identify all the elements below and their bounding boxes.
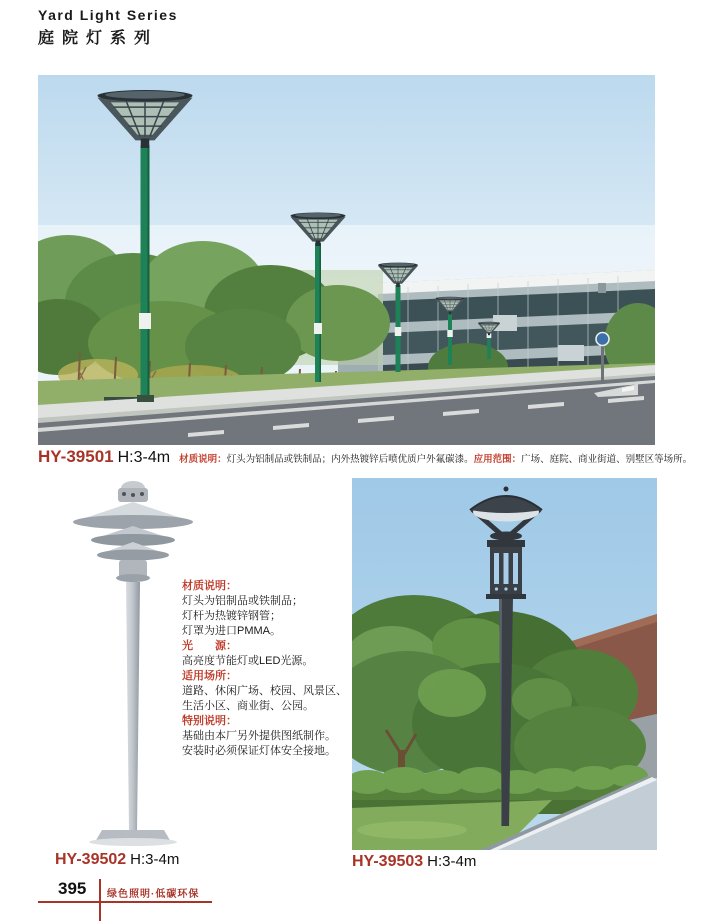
product-1-code: HY-39501 bbox=[38, 447, 114, 466]
lamp-pole bbox=[89, 582, 177, 846]
product-1-size: H:3-4m bbox=[117, 449, 171, 466]
spec-line: 灯头为铝制品或铁制品； bbox=[182, 595, 303, 607]
product-3-label bbox=[352, 853, 476, 871]
footer-slogan: 绿色照明·低碳环保 bbox=[107, 889, 200, 900]
product-2-code: HY-39502 bbox=[55, 851, 127, 868]
scope-label: 应用范围： bbox=[473, 454, 522, 465]
product-3-code: HY-39503 bbox=[352, 853, 424, 870]
spec-line: 高亮度节能灯或LED光源。 bbox=[182, 655, 314, 667]
spec-light-label: 光 源： bbox=[182, 640, 237, 652]
spec-line: 灯罩为进口PMMA。 bbox=[182, 625, 281, 637]
page-title-en: Yard Light Series bbox=[38, 7, 178, 23]
product-1-description bbox=[179, 454, 692, 465]
product-2-label bbox=[55, 851, 179, 869]
spec-line: 生活小区、商业街、公园。 bbox=[182, 700, 314, 712]
spec-line: 道路、休闲广场、校园、风景区、 bbox=[182, 685, 347, 697]
footer-rule-right bbox=[99, 901, 212, 903]
product-3-size: H:3-4m bbox=[427, 853, 477, 870]
lamp-cage bbox=[486, 540, 526, 599]
footer-rule-left bbox=[38, 901, 99, 903]
page-title-zh: 庭院灯系列 bbox=[38, 30, 159, 47]
main-photo bbox=[38, 75, 655, 445]
scope-text: 广场、庭院、商业街道、别墅区等场所。 bbox=[521, 454, 693, 465]
spec-line: 安装时必须保证灯体安全接地。 bbox=[182, 745, 336, 757]
material-text: 灯头为铝制品或铁制品；内外热镀锌后喷优质户外氟碳漆。 bbox=[226, 454, 474, 465]
spec-block bbox=[182, 579, 352, 759]
spec-line: 基础由本厂另外提供图纸制作。 bbox=[182, 730, 336, 742]
product-1-info-line bbox=[38, 447, 706, 467]
material-label: 材质说明： bbox=[179, 454, 227, 465]
dark-lamp-illustration bbox=[352, 478, 657, 850]
lamp-head-tiered bbox=[73, 481, 193, 582]
spec-line: 灯杆为热镀锌钢管； bbox=[182, 610, 281, 622]
spec-usage-label: 适用场所： bbox=[182, 670, 237, 682]
spec-material-label: 材质说明： bbox=[182, 580, 237, 592]
main-photo-illustration bbox=[38, 75, 655, 445]
product-2-size: H:3-4m bbox=[130, 851, 180, 868]
spec-special-label: 特别说明： bbox=[182, 715, 237, 727]
product-photo-39503 bbox=[352, 478, 657, 850]
page-number: 395 bbox=[58, 879, 87, 898]
footer-rule-vertical bbox=[99, 879, 101, 921]
